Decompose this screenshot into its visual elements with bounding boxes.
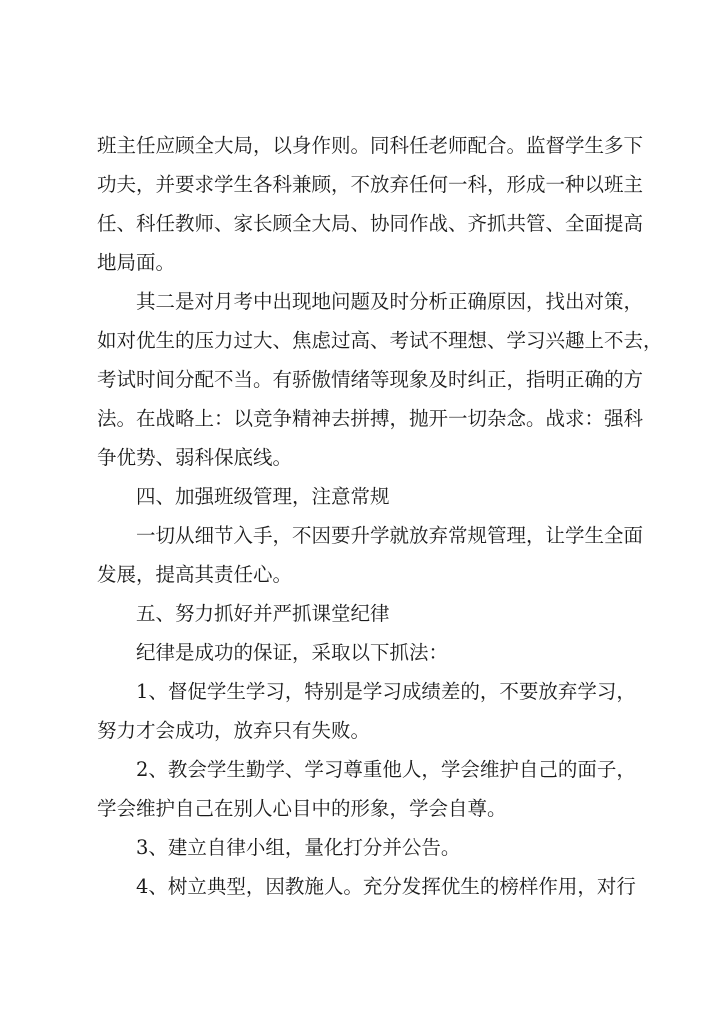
text-line: 4、树立典型，因教施人。充分发挥优生的榜样作用，对行: [136, 875, 636, 898]
text-line: 其二是对月考中出现地问题及时分析正确原因，找出对策，: [136, 290, 644, 313]
text-line: 考试时间分配不当。有骄傲情绪等现象及时纠正，指明正确的方: [97, 368, 644, 391]
paragraph: [97, 126, 644, 282]
text-line: 发展，提高其责任心。: [97, 563, 293, 586]
section-heading: [97, 477, 637, 516]
text-line: 地局面。: [97, 251, 176, 274]
list-item: [97, 867, 637, 906]
list-item: [97, 828, 637, 867]
text-line: 纪律是成功的保证，采取以下抓法：: [136, 641, 449, 664]
text-line: 2、教会学生勤学、学习尊重他人，学会维护自己的面子，: [136, 758, 636, 781]
text-line: 功夫，并要求学生各科兼顾，不放弃任何一科，形成一种以班主: [97, 173, 644, 196]
paragraph: [97, 282, 663, 477]
text-line: 任、科任教师、家长顾全大局、协同作战、齐抓共管、全面提高: [97, 212, 644, 235]
text-line: 争优势、弱科保底线。: [97, 446, 293, 469]
paragraph: [97, 516, 644, 594]
text-line: 1、督促学生学习，特别是学习成绩差的，不要放弃学习，: [136, 680, 636, 703]
text-line: 如对优生的压力过大、焦虑过高、考试不理想、学习兴趣上不去，: [97, 329, 663, 352]
list-item: [97, 750, 637, 828]
list-item: [97, 672, 637, 750]
text-line: 五、努力抓好并严抓课堂纪律: [136, 602, 390, 625]
document-body: [97, 126, 663, 906]
text-line: 一切从细节入手，不因要升学就放弃常规管理，让学生全面: [136, 524, 644, 547]
text-line: 学会维护自己在别人心目中的形象，学会自尊。: [97, 797, 507, 820]
text-line: 3、建立自律小组，量化打分并公告。: [136, 836, 461, 859]
text-line: 四、加强班级管理，注意常规: [136, 485, 390, 508]
section-heading: [97, 594, 637, 633]
text-line: 班主任应顾全大局，以身作则。同科任老师配合。监督学生多下: [97, 134, 644, 157]
paragraph: [97, 633, 637, 672]
text-line: 法。在战略上：以竞争精神去拼搏，抛开一切杂念。战求：强科: [97, 407, 644, 430]
text-line: 努力才会成功，放弃只有失败。: [97, 719, 371, 742]
